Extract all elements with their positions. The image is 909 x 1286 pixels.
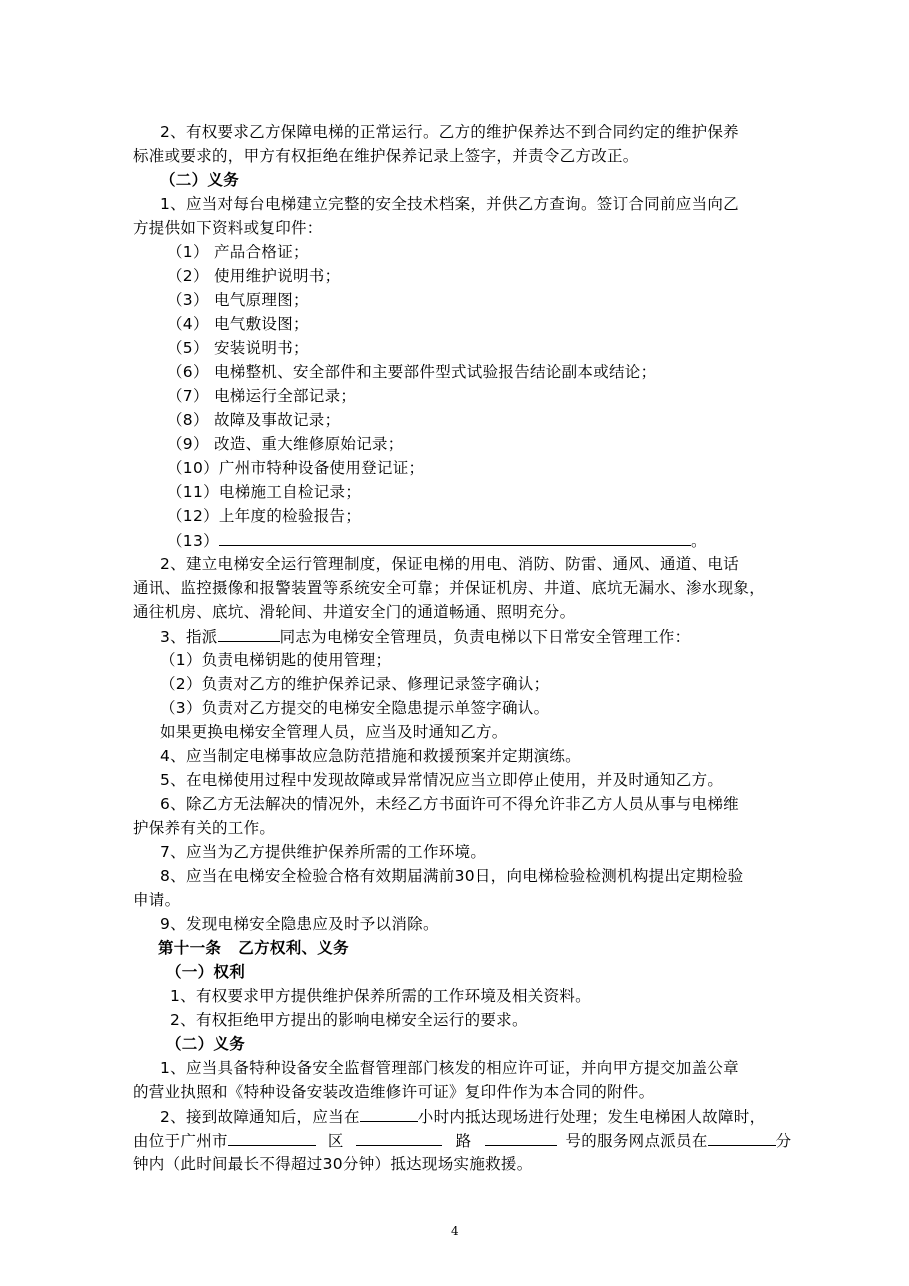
paragraph-line <box>160 626 690 647</box>
line-mid: 号的服务网点派员在 <box>565 1132 708 1150</box>
paragraph-line: 通往机房、底坑、滑轮间、井道安全门的通道畅通、照明充分。 <box>133 603 576 621</box>
line-tail: 分 <box>775 1132 792 1150</box>
line-mid: 区 <box>327 1132 344 1150</box>
list-item <box>167 530 707 551</box>
line-head: 由位于广州市 <box>133 1132 228 1150</box>
paragraph-line: 5、在电梯使用过程中发现故障或异常情况应当立即停止使用，并及时通知乙方。 <box>160 771 724 789</box>
paragraph-line: 的营业执照和《特种设备安装改造维修许可证》复印件作为本合同的附件。 <box>133 1083 655 1101</box>
line-head: 2、接到故障通知后，应当在 <box>160 1108 360 1126</box>
list-item: （5） 安装说明书； <box>167 339 309 357</box>
list-item: （10）广州市特种设备使用登记证； <box>167 459 425 477</box>
list-item: （3）负责对乙方提交的电梯安全隐患提示单签字确认。 <box>160 699 550 717</box>
fill-blank[interactable] <box>360 1106 418 1122</box>
paragraph-line: 2、有权拒绝甲方提出的影响电梯安全运行的要求。 <box>170 1011 528 1029</box>
section-heading: （二）义务 <box>160 171 240 189</box>
fill-blank[interactable] <box>228 1130 316 1146</box>
list-item: （6） 电梯整机、安全部件和主要部件型式试验报告结论副本或结论； <box>167 363 657 381</box>
paragraph-line: 1、应当具备特种设备安全监督管理部门核发的相应许可证，并向甲方提交加盖公章 <box>160 1059 739 1077</box>
paragraph-line: 2、建立电梯安全运行管理制度，保证电梯的用电、消防、防雷、通风、通道、电话 <box>160 555 739 573</box>
section-heading: （二）义务 <box>166 1035 246 1053</box>
fill-blank[interactable] <box>218 626 280 642</box>
paragraph-line: 通讯、监控摄像和报警装置等系统安全可靠；并保证机房、井道、底坑无漏水、渗水现象， <box>133 579 766 597</box>
fill-blank[interactable] <box>219 530 691 546</box>
paragraph-line: 如果更换电梯安全管理人员，应当及时通知乙方。 <box>160 723 508 741</box>
paragraph-line <box>133 1130 791 1151</box>
list-item: （2） 使用维护说明书； <box>167 267 341 285</box>
paragraph-line: 1、应当对每台电梯建立完整的安全技术档案，并供乙方查询。签订合同前应当向乙 <box>160 195 739 213</box>
line-mid: 路 <box>455 1132 472 1150</box>
paragraph-line: 申请。 <box>133 891 181 909</box>
page-number: 4 <box>451 1224 459 1238</box>
paragraph-line: 8、应当在电梯安全检验合格有效期届满前30日，向电梯检验检测机构提出定期检验 <box>160 867 744 885</box>
list-item: （4） 电气敷设图； <box>167 315 309 333</box>
fill-blank[interactable] <box>485 1130 557 1146</box>
list-item-tail: 。 <box>690 532 707 550</box>
paragraph-line: 钟内（此时间最长不得超过30分钟）抵达现场实施救援。 <box>133 1155 533 1173</box>
fill-blank[interactable] <box>356 1130 442 1146</box>
fill-blank[interactable] <box>708 1130 776 1146</box>
list-item: （7） 电梯运行全部记录； <box>167 387 357 405</box>
paragraph-line: 4、应当制定电梯事故应急防范措施和救援预案并定期演练。 <box>160 747 581 765</box>
line-tail: 同志为电梯安全管理员，负责电梯以下日常安全管理工作： <box>279 628 691 646</box>
paragraph-line: 1、有权要求甲方提供维护保养所需的工作环境及相关资料。 <box>170 987 591 1005</box>
paragraph-line: 9、发现电梯安全隐患应及时予以消除。 <box>160 915 439 933</box>
list-item: （3） 电气原理图； <box>167 291 309 309</box>
list-item: （8） 故障及事故记录； <box>167 411 341 429</box>
paragraph-line: 6、除乙方无法解决的情况外，未经乙方书面许可不得允许非乙方人员从事与电梯维 <box>160 795 739 813</box>
paragraph-line <box>160 1106 765 1127</box>
paragraph-line: 标准或要求的，甲方有权拒绝在维护保养记录上签字，并责令乙方改正。 <box>133 147 639 165</box>
list-item: （12）上年度的检验报告； <box>167 507 362 525</box>
paragraph-line: 7、应当为乙方提供维护保养所需的工作环境。 <box>160 843 487 861</box>
line-head: 3、指派 <box>160 628 218 646</box>
line-tail: 小时内抵达现场进行处理；发生电梯困人故障时， <box>417 1108 766 1126</box>
list-item-label: （13） <box>167 532 219 550</box>
list-item: （9） 改造、重大维修原始记录； <box>167 435 404 453</box>
list-item: （11）电梯施工自检记录； <box>167 483 362 501</box>
paragraph-line: 2、有权要求乙方保障电梯的正常运行。乙方的维护保养达不到合同约定的维护保养 <box>160 123 739 141</box>
paragraph-line: 护保养有关的工作。 <box>133 819 276 837</box>
list-item: （2）负责对乙方的维护保养记录、修理记录签字确认； <box>160 675 550 693</box>
section-heading: （一）权利 <box>166 963 246 981</box>
list-item: （1）负责电梯钥匙的使用管理； <box>160 651 392 669</box>
paragraph-line: 方提供如下资料或复印件： <box>133 219 323 237</box>
article-heading: 第十一条 乙方权利、义务 <box>158 939 349 957</box>
list-item: （1） 产品合格证； <box>167 243 309 261</box>
